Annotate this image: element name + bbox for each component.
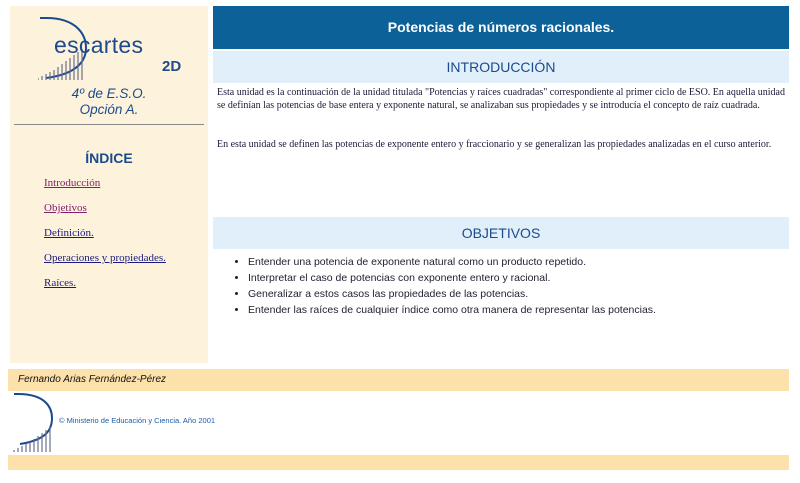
sidebar (10, 6, 208, 363)
footer-logo (12, 392, 56, 454)
author-bar (8, 369, 789, 391)
page-title: Potencias de números racionales. (213, 6, 789, 49)
index-link-definicion[interactable]: Definición. (44, 227, 94, 239)
objective-item: • Interpretar el caso de potencias con exponente entero y racional. (248, 270, 656, 286)
course-level (10, 86, 208, 118)
introduction-paragraph-1: Esta unidad es la continuación de la unidad titulada "Potencias y raíces cuadradas" correspondiente al primer ciclo de ESO. En aquella unidad se definían las potencias de base entera y exponente natural, se analizaban sus propiedades y se introducía el concepto de raíz cuadrada. (217, 87, 785, 111)
objective-item: • Entender las raíces de cualquier índice como otra manera de representar las potencias. (248, 302, 656, 318)
bottom-bar (8, 455, 789, 470)
index-title: ÍNDICE (85, 150, 133, 166)
objective-item: • Entender una potencia de exponente natural como un producto repetido. (248, 254, 656, 270)
index-link-objetivos[interactable]: Objetivos (44, 202, 87, 214)
course-level-line1: 4º de E.S.O. (71, 86, 147, 101)
course-level-line2: Opción A. (79, 102, 139, 117)
copyright-notice: © Ministerio de Educación y Ciencia. Año 2001 (59, 416, 216, 425)
objectives-heading: OBJETIVOS (213, 217, 789, 249)
introduction-heading: INTRODUCCIÓN (213, 51, 789, 83)
index-link-raices[interactable]: Raíces. (44, 277, 77, 289)
introduction-paragraph-2: En esta unidad se definen las potencias de exponente entero y fraccionario y se generalizan las propiedades analizadas en el curso anterior. (217, 139, 772, 150)
logo-2d-label: 2D (162, 58, 182, 75)
objectives-list (229, 254, 656, 318)
sidebar-divider (14, 124, 204, 125)
index-link-operaciones[interactable]: Operaciones y propiedades. (44, 252, 166, 264)
descartes-d-small-logo-icon (12, 392, 56, 454)
descartes-logo (38, 16, 188, 86)
objective-item: • Generalizar a estos casos las propiedades de las potencias. (248, 286, 656, 302)
logo-wordmark: escartes (54, 32, 144, 58)
author-name: Fernando Arias Fernández-Pérez (18, 374, 167, 385)
index-link-introduccion[interactable]: Introducción (44, 177, 101, 189)
